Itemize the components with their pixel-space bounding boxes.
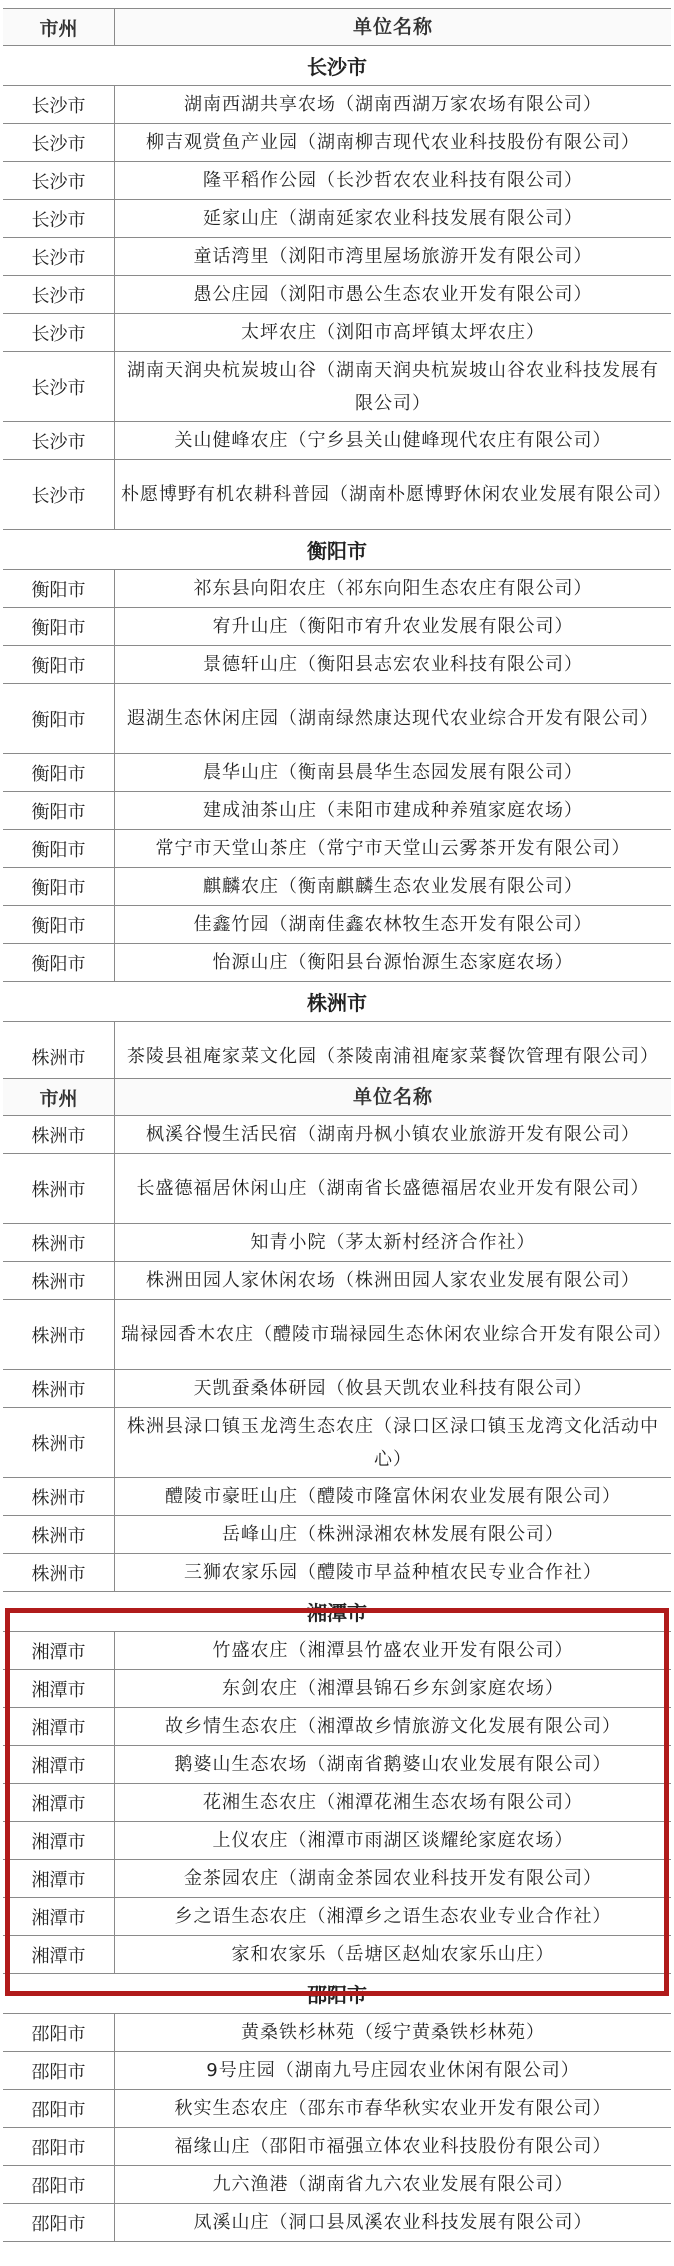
unit-name-cell: 鹅婆山生态农场（湖南省鹅婆山农业发展有限公司） <box>174 1754 612 1775</box>
unit-name-cell: 株洲县渌口镇玉龙湾生态农庄（渌口区渌口镇玉龙湾文化活动中心） <box>127 1415 659 1470</box>
unit-name-cell: 岳峰山庄（株洲渌湘农林发展有限公司） <box>222 1524 564 1545</box>
unit-name-cell: 凤溪山庄（洞口县凤溪农业科技发展有限公司） <box>193 2212 593 2233</box>
city-cell: 衡阳市 <box>3 830 115 867</box>
unit-name-cell: 福缘山庄（邵阳市福强立体农业科技股份有限公司） <box>174 2136 612 2157</box>
table-row <box>3 1898 671 1936</box>
city-cell: 衡阳市 <box>3 944 115 981</box>
table-row <box>3 608 671 646</box>
table-row <box>3 1822 671 1860</box>
table-row <box>3 1784 671 1822</box>
city-cell: 长沙市 <box>3 86 115 123</box>
city-cell: 株洲市 <box>3 1516 115 1553</box>
table-row <box>3 1300 671 1370</box>
column-header-city: 市州 <box>3 1079 115 1115</box>
unit-name-cell: 柳吉观赏鱼产业园（湖南柳吉现代农业科技股份有限公司） <box>146 132 640 153</box>
unit-name-cell: 故乡情生态农庄（湘潭故乡情旅游文化发展有限公司） <box>165 1716 621 1737</box>
unit-name-cell: 愚公庄园（浏阳市愚公生态农业开发有限公司） <box>193 284 593 305</box>
table-1 <box>3 8 671 1092</box>
city-cell: 株洲市 <box>3 1262 115 1299</box>
city-cell: 衡阳市 <box>3 868 115 905</box>
city-cell: 湘潭市 <box>3 1746 115 1783</box>
city-section-header: 长沙市 <box>3 46 671 86</box>
city-cell: 株洲市 <box>3 1022 115 1091</box>
city-cell: 长沙市 <box>3 124 115 161</box>
table-row <box>3 1224 671 1262</box>
unit-name-cell: 东剑农庄（湘潭县锦石乡东剑家庭农场） <box>222 1678 564 1699</box>
table-row <box>3 570 671 608</box>
unit-name-cell: 麒麟农庄（衡南麒麟生态农业发展有限公司） <box>203 876 583 897</box>
table-row <box>3 162 671 200</box>
unit-name-cell: 晨华山庄（衡南县晨华生态园发展有限公司） <box>203 762 583 783</box>
city-cell: 衡阳市 <box>3 684 115 753</box>
city-cell: 长沙市 <box>3 314 115 351</box>
table-row <box>3 1370 671 1408</box>
table-row <box>3 124 671 162</box>
table-row <box>3 906 671 944</box>
column-header-unit-name: 单位名称 <box>352 15 433 38</box>
unit-name-cell: 长盛德福居休闲山庄（湖南省长盛德福居农业开发有限公司） <box>136 1178 650 1199</box>
unit-name-cell: 景德轩山庄（衡阳县志宏农业科技有限公司） <box>203 654 583 675</box>
table-row <box>3 86 671 124</box>
city-cell: 邵阳市 <box>3 2128 115 2165</box>
city-cell: 株洲市 <box>3 1154 115 1223</box>
city-cell: 湘潭市 <box>3 1708 115 1745</box>
unit-name-cell: 黄桑铁杉林苑（绥宁黄桑铁杉林苑） <box>241 2022 545 2043</box>
table-row <box>3 1408 671 1478</box>
table-row <box>3 1670 671 1708</box>
city-cell: 湘潭市 <box>3 1898 115 1935</box>
city-cell: 株洲市 <box>3 1554 115 1591</box>
table-row <box>3 1860 671 1898</box>
unit-name-cell: 枫溪谷慢生活民宿（湖南丹枫小镇农业旅游开发有限公司） <box>146 1124 640 1145</box>
unit-name-cell: 醴陵市豪旺山庄（醴陵市隆富休闲农业发展有限公司） <box>165 1486 621 1507</box>
city-cell: 衡阳市 <box>3 792 115 829</box>
city-cell: 衡阳市 <box>3 906 115 943</box>
table-row <box>3 792 671 830</box>
table-row <box>3 352 671 422</box>
city-cell: 湘潭市 <box>3 1822 115 1859</box>
city-cell: 邵阳市 <box>3 2052 115 2089</box>
table-row <box>3 1478 671 1516</box>
city-cell: 湘潭市 <box>3 1632 115 1669</box>
table-row <box>3 2204 671 2242</box>
unit-name-cell: 遐湖生态休闲庄园（湖南绿然康达现代农业综合开发有限公司） <box>127 708 659 729</box>
city-cell: 长沙市 <box>3 162 115 199</box>
unit-name-cell: 家和农家乐（岳塘区赵灿农家乐山庄） <box>231 1944 555 1965</box>
unit-name-cell: 秋实生态农庄（邵东市春华秋实农业开发有限公司） <box>174 2098 612 2119</box>
city-cell: 长沙市 <box>3 238 115 275</box>
city-cell: 株洲市 <box>3 1478 115 1515</box>
city-cell: 株洲市 <box>3 1116 115 1153</box>
unit-name-cell: 竹盛农庄（湘潭县竹盛农业开发有限公司） <box>212 1640 574 1661</box>
table-row <box>3 1708 671 1746</box>
city-cell: 衡阳市 <box>3 570 115 607</box>
city-section-header: 湘潭市 <box>3 1592 671 1632</box>
unit-name-cell: 童话湾里（浏阳市湾里屋场旅游开发有限公司） <box>193 246 593 267</box>
table-row <box>3 238 671 276</box>
table-row <box>3 684 671 754</box>
table-row <box>3 2090 671 2128</box>
unit-name-cell: 关山健峰农庄（宁乡县关山健峰现代农庄有限公司） <box>174 430 612 451</box>
city-cell: 株洲市 <box>3 1224 115 1261</box>
column-header-unit-name: 单位名称 <box>352 1085 433 1108</box>
unit-name-cell: 九六渔港（湖南省九六农业发展有限公司） <box>212 2174 574 2195</box>
unit-name-cell: 茶陵县祖庵家菜文化园（茶陵南浦祖庵家菜餐饮管理有限公司） <box>127 1046 659 1067</box>
table-row <box>3 2166 671 2204</box>
unit-name-cell: 隆平稻作公园（长沙哲农农业科技有限公司） <box>203 170 583 191</box>
city-cell: 株洲市 <box>3 1300 115 1369</box>
city-cell: 邵阳市 <box>3 2204 115 2241</box>
table-row <box>3 1516 671 1554</box>
table-header <box>3 1078 671 1116</box>
unit-name-cell: 怡源山庄（衡阳县台源怡源生态家庭农场） <box>212 952 574 973</box>
city-section-header: 株洲市 <box>3 982 671 1022</box>
city-cell: 邵阳市 <box>3 2090 115 2127</box>
unit-name-cell: 太坪农庄（浏阳市高坪镇太坪农庄） <box>241 322 545 343</box>
table-row <box>3 1116 671 1154</box>
unit-name-cell: 三狮农家乐园（醴陵市早益种植农民专业合作社） <box>184 1562 602 1583</box>
table-row <box>3 944 671 982</box>
unit-name-cell: 天凯蚕桑体研园（攸县天凯农业科技有限公司） <box>193 1378 593 1399</box>
unit-name-cell: 延家山庄（湖南延家农业科技发展有限公司） <box>203 208 583 229</box>
unit-name-cell: 祁东县向阳农庄（祁东向阳生态农庄有限公司） <box>193 578 593 599</box>
table-row <box>3 1154 671 1224</box>
table-row <box>3 1262 671 1300</box>
unit-name-cell: 宥升山庄（衡阳市宥升农业发展有限公司） <box>212 616 574 637</box>
table-row <box>3 276 671 314</box>
table-row <box>3 2052 671 2090</box>
table-row <box>3 830 671 868</box>
city-cell: 湘潭市 <box>3 1860 115 1897</box>
unit-name-cell: 株洲田园人家休闲农场（株洲田园人家农业发展有限公司） <box>146 1270 640 1291</box>
table-row <box>3 754 671 792</box>
city-cell: 长沙市 <box>3 422 115 459</box>
unit-name-cell: 湖南西湖共享农场（湖南西湖万家农场有限公司） <box>184 94 602 115</box>
city-cell: 长沙市 <box>3 352 115 421</box>
city-cell: 株洲市 <box>3 1408 115 1477</box>
table-row <box>3 314 671 352</box>
table-2 <box>3 1078 671 2242</box>
unit-name-cell: 乡之语生态农庄（湘潭乡之语生态农业专业合作社） <box>174 1906 612 1927</box>
table-row <box>3 200 671 238</box>
unit-name-cell: 佳鑫竹园（湖南佳鑫农林牧生态开发有限公司） <box>193 914 593 935</box>
city-section-header: 邵阳市 <box>3 1974 671 2014</box>
city-cell: 长沙市 <box>3 276 115 313</box>
table-row <box>3 422 671 460</box>
city-cell: 湘潭市 <box>3 1784 115 1821</box>
unit-name-cell: 9号庄园（湖南九号庄园农业休闲有限公司） <box>206 2060 580 2081</box>
city-cell: 长沙市 <box>3 460 115 529</box>
unit-name-cell: 知青小院（茅太新村经济合作社） <box>250 1232 536 1253</box>
city-cell: 长沙市 <box>3 200 115 237</box>
table-row <box>3 2128 671 2166</box>
table-row <box>3 646 671 684</box>
city-cell: 株洲市 <box>3 1370 115 1407</box>
table-row <box>3 460 671 530</box>
table-row <box>3 1746 671 1784</box>
city-cell: 衡阳市 <box>3 646 115 683</box>
unit-name-cell: 湖南天润央杭炭坡山谷（湖南天润央杭炭坡山谷农业科技发展有限公司） <box>127 359 659 414</box>
table-row <box>3 1632 671 1670</box>
unit-name-cell: 花湘生态农庄（湘潭花湘生态农场有限公司） <box>203 1792 583 1813</box>
city-cell: 衡阳市 <box>3 608 115 645</box>
table-row <box>3 2014 671 2052</box>
unit-name-cell: 瑞禄园香木农庄（醴陵市瑞禄园生态休闲农业综合开发有限公司） <box>121 1324 672 1345</box>
city-cell: 邵阳市 <box>3 2166 115 2203</box>
table-row <box>3 1936 671 1974</box>
unit-name-cell: 金茶园农庄（湖南金茶园农业科技开发有限公司） <box>184 1868 602 1889</box>
unit-name-cell: 朴愿博野有机农耕科普园（湖南朴愿博野休闲农业发展有限公司） <box>121 484 672 505</box>
city-cell: 邵阳市 <box>3 2014 115 2051</box>
city-section-header: 衡阳市 <box>3 530 671 570</box>
city-cell: 湘潭市 <box>3 1670 115 1707</box>
column-header-city: 市州 <box>3 9 115 45</box>
unit-name-cell: 上仪农庄（湘潭市雨湖区谈耀纶家庭农场） <box>212 1830 574 1851</box>
unit-name-cell: 常宁市天堂山茶庄（常宁市天堂山云雾茶开发有限公司） <box>155 838 631 859</box>
table-row <box>3 868 671 906</box>
city-cell: 衡阳市 <box>3 754 115 791</box>
table-row <box>3 1554 671 1592</box>
table-header <box>3 8 671 46</box>
city-cell: 湘潭市 <box>3 1936 115 1973</box>
unit-name-cell: 建成油茶山庄（耒阳市建成种养殖家庭农场） <box>203 800 583 821</box>
